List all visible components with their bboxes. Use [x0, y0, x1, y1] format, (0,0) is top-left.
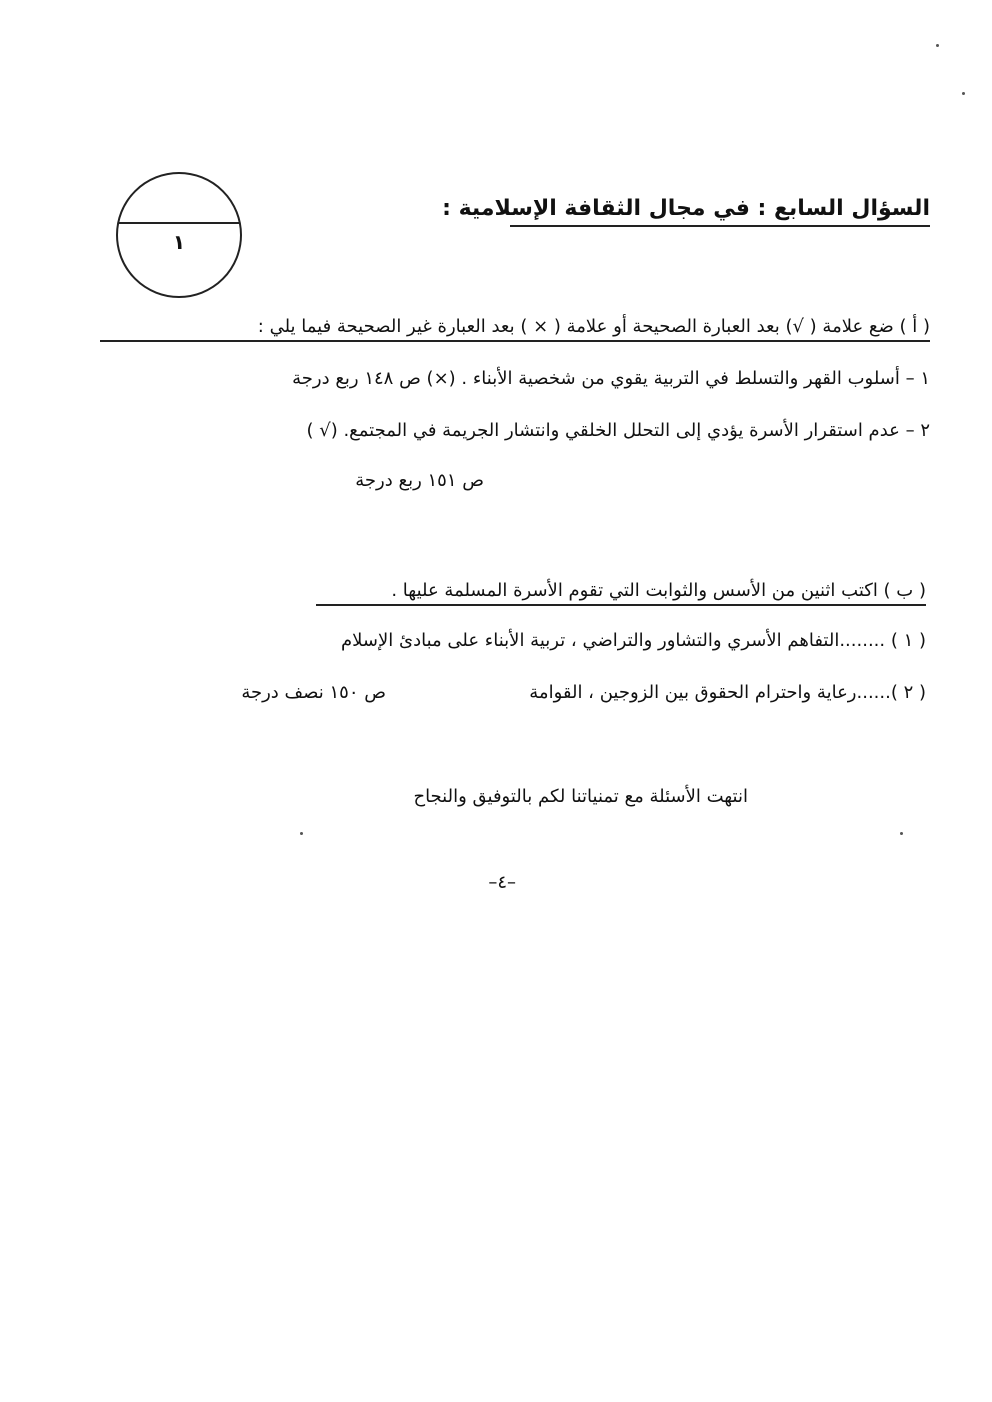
scan-speck [936, 44, 939, 47]
part-b-heading: ( ب ) اكتب اثنين من الأسس والثوابت التي تقوم الأسرة المسلمة عليها . [316, 580, 926, 606]
closing-message: انتهت الأسئلة مع تمنياتنا لكم بالتوفيق والنجاح [413, 786, 748, 807]
score-divider [118, 222, 240, 224]
page-number: –٤– [488, 872, 516, 893]
part-a-item-2: ٢ – عدم استقرار الأسرة يؤدي إلى التحلل الخلقي وانتشار الجريمة في المجتمع. (√ ) [306, 420, 930, 441]
part-b-answer-2: ( ٢ )......رعاية واحترام الحقوق بين الزوجين ، القوامة [529, 682, 926, 703]
part-b-answer-1: ( ١ ) ........التفاهم الأسري والتشاور والتراضي ، تربية الأبناء على مبادئ الإسلام [341, 630, 926, 651]
scan-speck [300, 832, 303, 835]
score-value: ١ [172, 230, 186, 254]
scan-speck [962, 92, 965, 95]
part-a-item-2-reference: ص ١٥١ ربع درجة [355, 470, 484, 491]
question-title: السؤال السابع : في مجال الثقافة الإسلامية : [510, 196, 930, 227]
part-a-heading: ( أ ) ضع علامة ( √) بعد العبارة الصحيحة أو علامة ( × ) بعد العبارة غير الصحيحة فيما يلي : [100, 316, 930, 342]
part-a-item-1: ١ – أسلوب القهر والتسلط في التربية يقوي من شخصية الأبناء . (×) ص ١٤٨ ربع درجة [292, 368, 930, 389]
part-b-answer-2-reference: ص ١٥٠ نصف درجة [241, 682, 386, 703]
scan-speck [900, 832, 903, 835]
score-circle [116, 172, 242, 298]
